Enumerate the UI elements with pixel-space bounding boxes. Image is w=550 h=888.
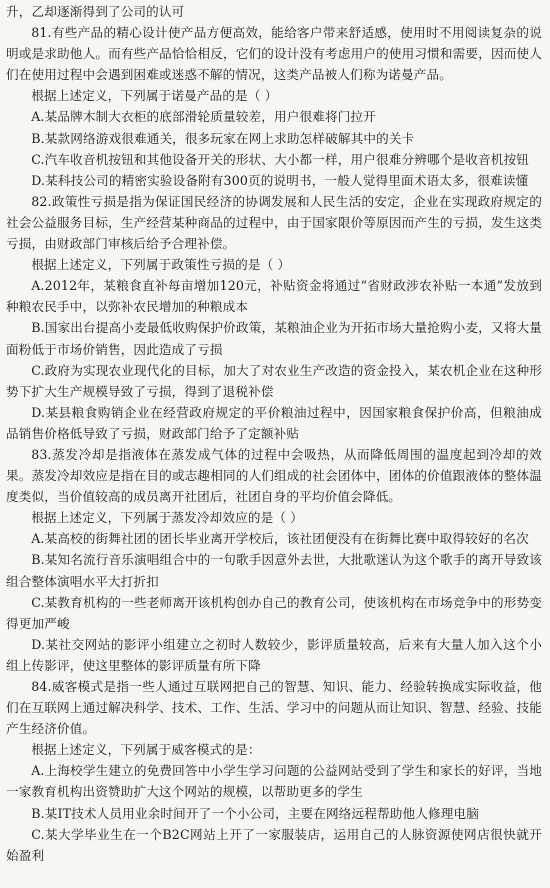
question-82-definition: 82.政策性亏损是指为保证国民经济的协调发展和人民生活的安定，企业在实现政府规定的社会公益服务目标，生产经营某种商品的过程中，由于国家限价等原因而产生的亏损，发生这类亏损，由财政部门审核后给予合理补偿。	[6, 193, 542, 252]
question-81-stem: 根据上述定义，下列属于诺曼产品的是（ ）	[31, 88, 278, 104]
question-81-option-a: A.某品牌木制大衣柜的底部滑轮质量较差，用户很难将门拉开	[31, 109, 376, 125]
previous-answer-tail: 升，乙却逐渐得到了公司的认可	[6, 4, 185, 19]
question-84-option-a: A.上海校学生建立的免费回答中小学生学习问题的公益网站受到了学生和家长的好评，当地一家教育机构出资赞助扩大这个网站的规模，以帮助更多的学生	[6, 763, 542, 800]
question-83	[6, 444, 542, 676]
question-83-definition: 83.蒸发冷却是指液体在蒸发成气体的过程中会吸热，从而降低周围的温度起到冷却的效果。蒸发冷却效应是指在目的或志趣相同的人们组成的社会团体中，团体的价值跟液体的整体温度类似，当价值较高的成员离开社团后，社团自身的平均价值会降低。	[6, 446, 542, 505]
question-81-definition: 81.有些产品的精心设计使产品方便高效，能给客户带来舒适感，使用时不用阅读复杂的说明或是求助他人。而有些产品恰恰相反，它们的设计没有考虑用户的使用习惯和需要，因而使人们在使用过程中会遇到困难或迷惑不解的情况，这类产品被人们称为诺曼产品。	[6, 25, 542, 83]
question-81-option-d: D.某科技公司的精密实验设备附有300页的说明书，一般人觉得里面术语太多，很难读懂	[31, 172, 529, 188]
question-84	[6, 676, 542, 866]
question-82-option-c: C.政府为实现农业现代化的目标，加大了对农业生产改造的资金投入，某农机企业在这种形势下扩大生产规模导致了亏损，得到了退税补偿	[6, 362, 542, 399]
question-83-option-d: D.某社交网站的影评小组建立之初时人数较少，影评质量较高，后来有大量人加入这个小组上传影评，使这里整体的影评质量有所下降	[6, 636, 542, 673]
question-82-stem: 根据上述定义，下列属于政策性亏损的是（ ）	[31, 257, 291, 273]
question-81-option-b: B.某款网络游戏很难通关，很多玩家在网上求助怎样破解其中的关卡	[31, 130, 415, 146]
question-82-option-d: D.某县粮食购销企业在经营政府规定的平价粮油过程中，因国家粮食保护价高，但粮油成品销售价格低导致了亏损，财政部门给予了定额补贴	[6, 404, 542, 441]
question-82-option-a: A.2012年，某粮食直补每亩增加120元，补贴资金将通过“省财政涉农补贴一本通”发放到种粮农民手中，以弥补农民增加的种粮成本	[6, 278, 542, 315]
question-84-option-c: C.某大学毕业生在一个B2C网站上开了一家服装店，运用自己的人脉资源使网店很快就开始盈利	[6, 826, 542, 863]
question-81-option-c: C.汽车收音机按钮和其他设备开关的形状、大小都一样，用户很难分辨哪个是收音机按钮	[31, 151, 529, 167]
question-83-stem: 根据上述定义，下列属于蒸发冷却效应的是（ ）	[31, 510, 303, 526]
question-82	[6, 191, 542, 444]
question-83-option-b: B.某知名流行音乐演唱组合中的一句歌手因意外去世，大批歌迷认为这个歌手的离开导致该组合整体演唱水平大打折扣	[6, 552, 542, 589]
question-82-option-b: B.国家出台提高小麦最低收购保护价政策，某粮油企业为开拓市场大量抢购小麦，又将大量面粉低于市场价销售，因此造成了亏损	[6, 320, 542, 357]
question-84-option-b: B.某IT技术人员用业余时间开了一个小公司，主要在网络远程帮助他人修理电脑	[31, 805, 479, 821]
question-83-option-c: C.某教育机构的一些老师离开该机构创办自己的教育公司，使该机构在市场竞争中的形势变得更加严峻	[6, 594, 542, 631]
question-83-option-a: A.某高校的街舞社团的团长毕业离开学校后，该社团便没有在街舞比赛中取得较好的名次	[31, 531, 529, 547]
question-84-definition: 84.威客模式是指一些人通过互联网把自己的智慧、知识、能力、经验转换成实际收益，他们在互联网上通过解决科学、技术、工作、生活、学习中的问题从而让知识、智慧、经验、技能产生经济价值。	[6, 679, 542, 737]
question-81	[6, 22, 542, 191]
question-84-stem: 根据上述定义，下列属于威客模式的是：	[31, 742, 261, 758]
